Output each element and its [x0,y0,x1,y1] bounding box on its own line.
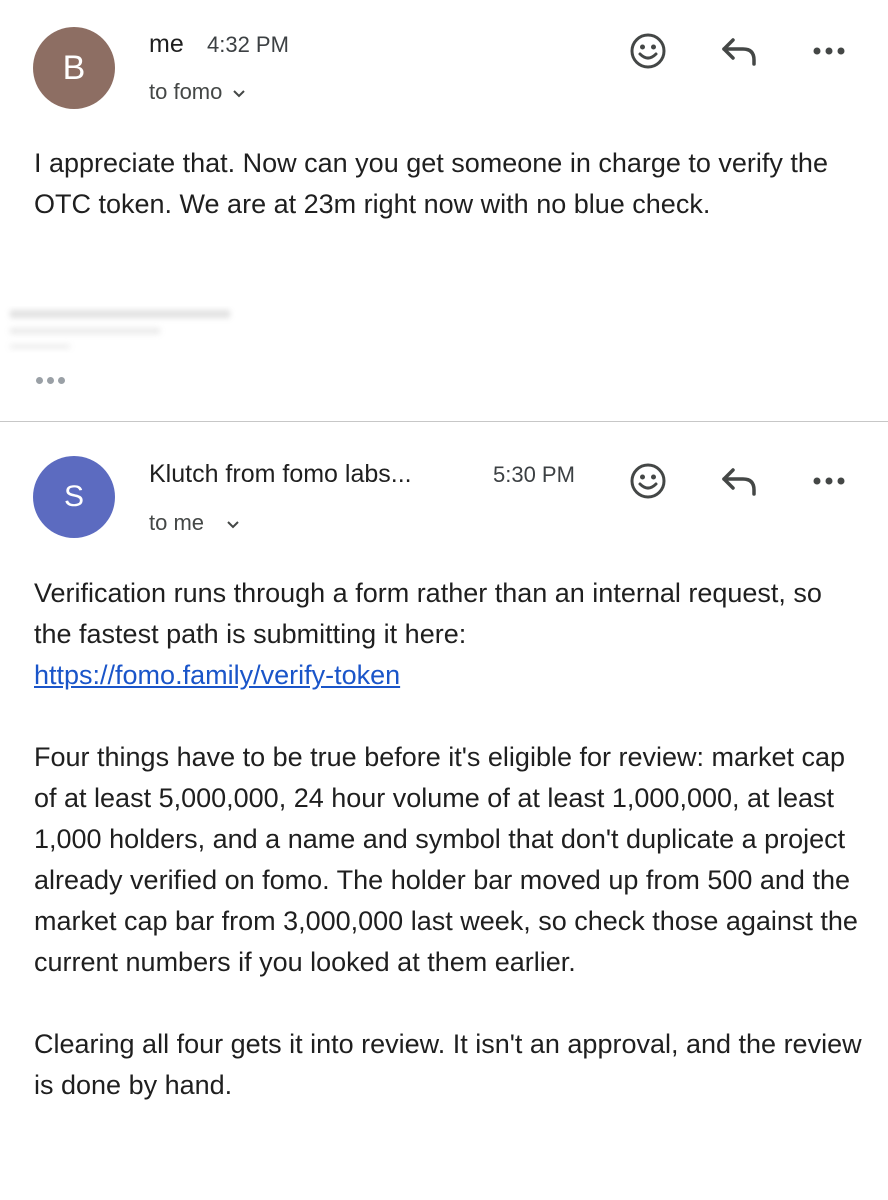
message-paragraph: I appreciate that. Now can you get someone in charge to verify the OTC token. We are at 23m right now with no blue check. [34,148,828,219]
sender-name[interactable]: Klutch from fomo labs... [149,460,412,488]
quoted-text-blurred [0,300,260,360]
recipient-toggle[interactable] [149,79,246,105]
paragraph-text: Clearing all four gets it into review. It isn't an approval, and the review is done by hand. [34,1029,862,1100]
message-paragraph [34,573,864,696]
avatar[interactable] [33,456,115,538]
recipient-label: to fomo [149,79,223,104]
avatar[interactable] [33,27,115,109]
verify-token-link[interactable]: https://fomo.family/verify-token [34,660,401,690]
reply-icon[interactable] [717,459,761,503]
timestamp: 5:30 PM [493,462,575,487]
smiley-icon[interactable] [626,29,670,73]
more-icon[interactable] [807,29,851,73]
chevron-down-icon [232,79,246,105]
timestamp: 4:32 PM [207,32,289,57]
avatar-letter: B [62,48,86,87]
paragraph-text: Verification runs through a form rather than an internal request, so the fastest path is submitting it here: [34,578,822,649]
reply-icon[interactable] [717,29,761,73]
message-paragraph [34,1024,864,1106]
message-1 [0,0,888,421]
message-body [34,143,864,225]
avatar-letter: S [63,480,84,513]
message-paragraph [34,737,864,983]
recipient-toggle[interactable] [149,510,240,536]
more-icon[interactable] [807,459,851,503]
show-trimmed-icon[interactable] [36,377,65,384]
sender-name[interactable]: me [149,30,184,58]
smiley-icon[interactable] [626,459,670,503]
paragraph-text: Four things have to be true before it's eligible for review: market cap of at least 5,000,000, 24 hour volume of at least 1,000,000, at least 1,000 holders, and a name and symbol that don't duplicate a project already verified on fomo. The holder bar moved up from 500 and the market cap bar from 3,000,000 last week, so check those against the current numbers if you looked at them earlier. [34,742,858,977]
chevron-down-icon [226,510,240,536]
message-2 [0,422,888,1200]
recipient-label: to me [149,510,205,535]
message-body [34,573,864,1106]
